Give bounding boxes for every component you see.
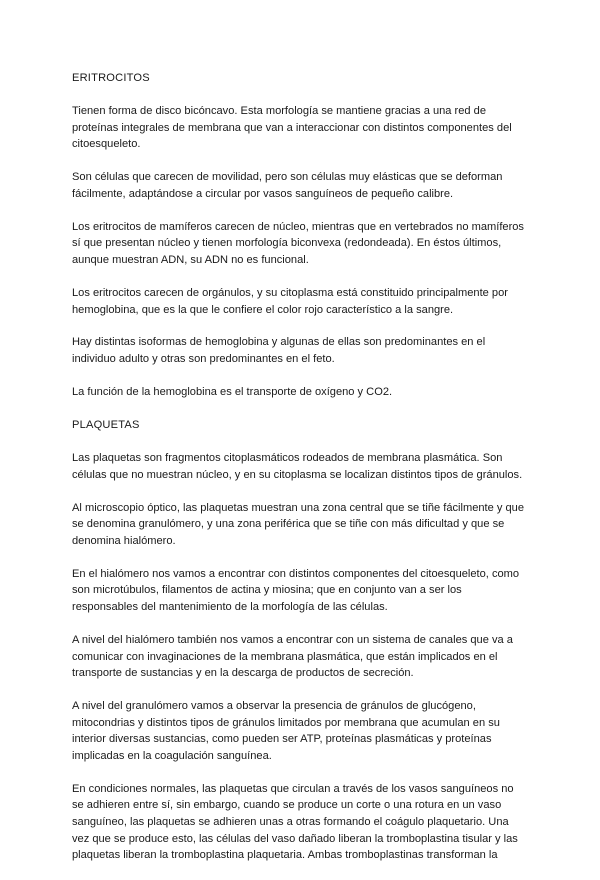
paragraph: A nivel del hialómero también nos vamos a encontrar con un sistema de canales que va a comunicar con invaginaciones de la membrana plasmática, que están implicados en el transporte de sustancias y en la descarga de productos de secreción. <box>72 633 513 680</box>
paragraph: Las plaquetas son fragmentos citoplasmáticos rodeados de membrana plasmática. Son células que no muestran núcleo, y en su citoplasma se localizan distintos tipos de gránulos. <box>72 452 523 481</box>
paragraph: En el hialómero nos vamos a encontrar con distintos componentes del citoesqueleto, como son microtúbulos, filamentos de actina y miosina; que en conjunto van a ser los responsables del mantenimiento de la morfología de las células. <box>72 567 520 613</box>
paragraph: Hay distintas isoformas de hemoglobina y algunas de ellas son predominantes en el individuo adulto y otras son predominantes en el feto. <box>72 336 486 366</box>
paragraph: Tienen forma de disco bicóncavo. Esta morfología se mantiene gracias a una red de proteínas integrales de membrana que van a interaccionar con distintos componentes del citoesqueleto. <box>72 104 512 151</box>
paragraph: La función de la hemoglobina es el transporte de oxígeno y CO2. <box>72 386 393 399</box>
paragraph: Los eritrocitos carecen de orgánulos, y su citoplasma está constituido principalmente por hemoglobina, que es la que le confiere el color rojo característico a la sangre. <box>72 286 508 316</box>
paragraph: Al microscopio óptico, las plaquetas muestran una zona central que se tiñe fácilmente y que se denomina granulómero, y una zona periférica que se tiñe con más dificultad y que se denomina hialómero. <box>72 501 525 547</box>
section-heading-eritrocitos: ERITROCITOS <box>72 72 150 84</box>
paragraph: Los eritrocitos de mamíferos carecen de núcleo, mientras que en vertebrados no mamíferos sí que presentan núcleo y tienen morfología biconvexa (redondeada). En éstos últimos, aunque muestran ADN, su ADN no es funcional. <box>72 220 524 266</box>
section-heading-plaquetas: PLAQUETAS <box>72 419 140 432</box>
paragraph: En condiciones normales, las plaquetas que circulan a través de los vasos sanguíneos no se adhieren entre sí, sin embargo, cuando se produce un corte o una rotura en un vaso sanguíneo, las plaquetas se adhieren unas a otras formando el coágulo plaquetario. Una vez que se produce esto, las células del vaso dañado liberan la tromboplastina tisular y las plaquetas liberan la tromboplastina plaquetaria. Ambas tromboplastinas transforman la <box>72 782 518 862</box>
paragraph: Son células que carecen de movilidad, pero son células muy elásticas que se deforman fácilmente, adaptándose a circular por vasos sanguíneos de pequeño calibre. <box>72 171 503 200</box>
paragraph: A nivel del granulómero vamos a observar la presencia de gránulos de glucógeno, mitocondrias y distintos tipos de gránulos limitados por membrana que acumulan en su interior diversas sustancias, como pueden ser ATP, proteínas plasmáticas y proteínas implicadas en la coagulación sanguínea. <box>72 700 500 762</box>
document-body <box>72 70 528 880</box>
